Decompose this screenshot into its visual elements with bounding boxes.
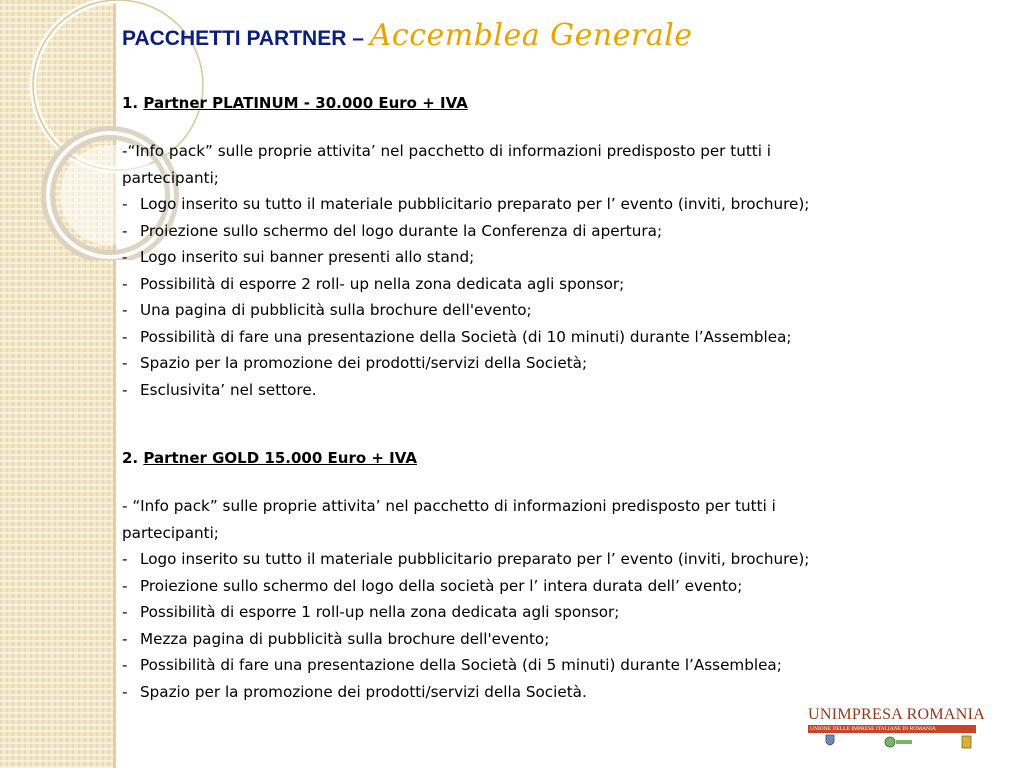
logo-tagline: UNIONE DELLE IMPRESE ITALIANE IN ROMANIA <box>808 725 976 733</box>
unimpresa-logo <box>808 706 986 752</box>
section2-heading <box>122 449 1002 467</box>
list-item: - Spazio per la promozione dei prodotti/servizi della Società. <box>122 682 587 701</box>
list-item: - Possibilità di fare una presentazione della Società (di 10 minuti) durante l’Assemblea; <box>122 327 792 346</box>
list-item: - Logo inserito sui banner presenti allo stand; <box>122 248 475 266</box>
section1-list <box>122 138 1002 403</box>
list-item: - Spazio per la promozione dei prodotti/servizi della Società; <box>122 354 588 372</box>
association-badge-icon <box>885 737 912 747</box>
list-item: - Mezza pagina di pubblicità sulla brochure dell'evento; <box>122 629 550 648</box>
list-item: - “Info pack” sulle proprie attivita’ nel pacchetto di informazioni predisposto per tutti i <box>122 497 776 515</box>
section1-title: Partner PLATINUM - 30.000 Euro + IVA <box>143 94 468 112</box>
partner-icons <box>818 732 978 752</box>
section1-heading <box>122 94 1002 112</box>
logo-name: UNIMPRESA ROMANIA <box>808 706 986 723</box>
list-item: - Possibilità di fare una presentazione della Società (di 5 minuti) durante l’Assemblea; <box>122 656 782 674</box>
list-item: - Possibilità di esporre 2 roll- up nella zona dedicata agli sponsor; <box>122 274 625 293</box>
slide-content <box>122 18 1002 705</box>
slide-title <box>122 18 1002 66</box>
list-item: - Logo inserito su tutto il materiale pubblicitario preparato per l’ evento (inviti, brochure); <box>122 195 810 213</box>
list-item: - Esclusivita’ nel settore. <box>122 380 317 399</box>
section2-list <box>122 493 1002 705</box>
list-item: partecipanti; <box>122 168 219 187</box>
title-main: PACCHETTI PARTNER – <box>122 27 370 50</box>
section2-title: Partner GOLD 15.000 Euro + IVA <box>143 449 417 467</box>
list-item: - Proiezione sullo schermo del logo della società per l’ intera durata dell’ evento; <box>122 576 743 595</box>
section1-number: 1. <box>122 94 144 112</box>
list-item: - Possibilità di esporre 1 roll-up nella zona dedicata agli sponsor; <box>122 603 620 621</box>
list-item: - Proiezione sullo schermo del logo durante la Conferenza di apertura; <box>122 221 663 240</box>
title-script: Accemblea Generale <box>369 18 693 53</box>
list-item: -“Info pack” sulle proprie attivita’ nel pacchetto di informazioni predisposto per tutti i <box>122 142 772 160</box>
list-item: partecipanti; <box>122 523 219 542</box>
list-item: - Una pagina di pubblicità sulla brochure dell'evento; <box>122 301 532 319</box>
section2-number: 2. <box>122 449 144 467</box>
chamber-logo-icon <box>962 736 971 748</box>
crest-icon <box>826 735 834 745</box>
list-item: - Logo inserito su tutto il materiale pubblicitario preparato per l’ evento (inviti, brochure); <box>122 550 810 568</box>
